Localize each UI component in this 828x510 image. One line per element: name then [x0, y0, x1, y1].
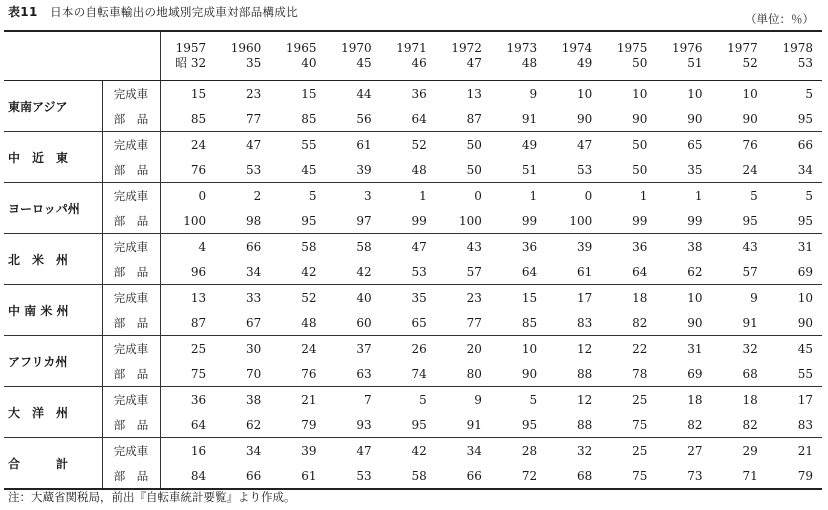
- value-cell: 95: [712, 208, 767, 234]
- year-label: 1978: [782, 41, 813, 55]
- value-cell: 32: [742, 341, 758, 356]
- year-label: 1972: [451, 41, 482, 55]
- region-name: 中 南 米 州: [8, 303, 69, 318]
- source-note: 注：大蔵省関税局，前出『自転車統計要覧』より作成。: [8, 490, 296, 504]
- value-cell: 93: [325, 412, 380, 438]
- parts-label: 部 品: [102, 412, 160, 438]
- value-cell: 65: [381, 310, 436, 336]
- value-cell: 18: [632, 290, 648, 305]
- value-cell: 24: [301, 341, 317, 356]
- value-cell: 43: [466, 239, 482, 254]
- year-header: [767, 31, 822, 81]
- year-header: [325, 31, 380, 81]
- table-row: [4, 285, 822, 311]
- value-cell: 78: [601, 361, 656, 387]
- era-label: 50: [632, 56, 648, 70]
- value-cell: 10: [687, 86, 703, 101]
- value-cell: 12: [576, 341, 593, 356]
- value-cell: 85: [270, 106, 325, 132]
- region-cell: [4, 387, 102, 438]
- year-header: [270, 31, 325, 81]
- value-cell: 64: [491, 259, 546, 285]
- year-label: 1970: [341, 41, 372, 55]
- value-cell: 48: [270, 310, 325, 336]
- value-cell: 27: [687, 443, 703, 458]
- table-row: [4, 259, 822, 285]
- value-cell: 9: [750, 290, 758, 305]
- table-row: [4, 336, 822, 362]
- region-name: ヨーロッパ州: [8, 201, 80, 216]
- export-ratio-table: [4, 30, 822, 490]
- region-name: 大 洋 州: [8, 405, 69, 420]
- value-cell: 13: [190, 290, 207, 305]
- value-cell: 75: [601, 412, 656, 438]
- value-cell: 50: [601, 157, 656, 183]
- value-cell: 88: [546, 412, 601, 438]
- era-label: 52: [742, 56, 758, 70]
- value-cell: 21: [797, 443, 813, 458]
- value-cell: 100: [546, 208, 601, 234]
- value-cell: 10: [576, 86, 593, 101]
- value-cell: 61: [356, 137, 372, 152]
- value-cell: 47: [411, 239, 427, 254]
- value-cell: 82: [712, 412, 767, 438]
- table-row: [4, 106, 822, 132]
- value-cell: 69: [767, 259, 822, 285]
- value-cell: 10: [742, 86, 758, 101]
- value-cell: 5: [805, 188, 813, 203]
- era-label: 40: [301, 56, 317, 70]
- parts-label: 部 品: [102, 361, 160, 387]
- year-header: [546, 31, 601, 81]
- region-cell: [4, 183, 102, 234]
- era-label: 51: [687, 56, 703, 70]
- value-cell: 90: [712, 106, 767, 132]
- year-header: [656, 31, 711, 81]
- value-cell: 90: [491, 361, 546, 387]
- table-row: [4, 208, 822, 234]
- value-cell: 9: [529, 86, 538, 101]
- value-cell: 99: [381, 208, 436, 234]
- year-label: 1957: [175, 41, 207, 55]
- value-cell: 42: [270, 259, 325, 285]
- value-cell: 77: [436, 310, 491, 336]
- value-cell: 39: [325, 157, 380, 183]
- value-cell: 1: [419, 188, 427, 203]
- value-cell: 75: [601, 463, 656, 489]
- era-label: 47: [466, 56, 482, 70]
- value-cell: 18: [742, 392, 758, 407]
- value-cell: 15: [190, 86, 207, 101]
- era-label: 45: [356, 56, 372, 70]
- header-corner: [4, 31, 160, 81]
- value-cell: 36: [521, 239, 538, 254]
- value-cell: 10: [632, 86, 648, 101]
- value-cell: 87: [436, 106, 491, 132]
- complete-bike-label: 完成車: [102, 387, 160, 413]
- era-label: 46: [411, 56, 427, 70]
- value-cell: 75: [160, 361, 215, 387]
- region-cell: [4, 336, 102, 387]
- value-cell: 95: [381, 412, 436, 438]
- value-cell: 5: [750, 188, 758, 203]
- year-label: 1977: [727, 41, 758, 55]
- value-cell: 9: [474, 392, 482, 407]
- value-cell: 79: [767, 463, 822, 489]
- value-cell: 100: [436, 208, 491, 234]
- value-cell: 53: [215, 157, 270, 183]
- value-cell: 100: [160, 208, 215, 234]
- value-cell: 83: [546, 310, 601, 336]
- value-cell: 1: [639, 188, 648, 203]
- value-cell: 95: [491, 412, 546, 438]
- table-row: [4, 463, 822, 489]
- value-cell: 31: [797, 239, 813, 254]
- value-cell: 42: [411, 443, 427, 458]
- value-cell: 39: [576, 239, 593, 254]
- year-label: 1965: [285, 41, 317, 55]
- value-cell: 15: [521, 290, 538, 305]
- value-cell: 25: [190, 341, 207, 356]
- value-cell: 50: [632, 137, 648, 152]
- complete-bike-label: 完成車: [102, 438, 160, 464]
- value-cell: 97: [325, 208, 380, 234]
- value-cell: 95: [767, 106, 822, 132]
- value-cell: 34: [466, 443, 482, 458]
- table-caption: [8, 3, 298, 20]
- complete-bike-label: 完成車: [102, 234, 160, 260]
- value-cell: 21: [301, 392, 317, 407]
- value-cell: 77: [215, 106, 270, 132]
- value-cell: 32: [576, 443, 593, 458]
- era-label: 昭 32: [175, 56, 207, 70]
- region-cell: [4, 285, 102, 336]
- value-cell: 34: [215, 259, 270, 285]
- value-cell: 57: [436, 259, 491, 285]
- table-row: [4, 361, 822, 387]
- value-cell: 72: [491, 463, 546, 489]
- value-cell: 10: [521, 341, 538, 356]
- year-label: 1960: [230, 41, 262, 55]
- value-cell: 17: [576, 290, 593, 305]
- era-label: 53: [797, 56, 813, 70]
- value-cell: 70: [215, 361, 270, 387]
- value-cell: 24: [190, 137, 207, 152]
- year-label: 1975: [616, 41, 648, 55]
- value-cell: 61: [270, 463, 325, 489]
- value-cell: 64: [601, 259, 656, 285]
- year-label: 1976: [672, 41, 703, 55]
- value-cell: 67: [215, 310, 270, 336]
- value-cell: 18: [687, 392, 703, 407]
- parts-label: 部 品: [102, 310, 160, 336]
- value-cell: 49: [521, 137, 538, 152]
- region-name: 東南アジア: [8, 99, 68, 114]
- value-cell: 35: [656, 157, 711, 183]
- value-cell: 90: [601, 106, 656, 132]
- value-cell: 91: [491, 106, 546, 132]
- value-cell: 53: [381, 259, 436, 285]
- value-cell: 50: [436, 157, 491, 183]
- value-cell: 55: [301, 137, 317, 152]
- value-cell: 10: [797, 290, 813, 305]
- region-name: 中 近 東: [8, 150, 69, 165]
- value-cell: 0: [198, 188, 207, 203]
- value-cell: 76: [160, 157, 215, 183]
- table-row: [4, 183, 822, 209]
- year-header: [601, 31, 656, 81]
- value-cell: 2: [253, 188, 262, 203]
- value-cell: 62: [656, 259, 711, 285]
- value-cell: 35: [411, 290, 427, 305]
- year-header: [712, 31, 767, 81]
- value-cell: 87: [160, 310, 215, 336]
- year-header: [436, 31, 491, 81]
- value-cell: 38: [246, 392, 262, 407]
- value-cell: 45: [797, 341, 813, 356]
- value-cell: 28: [521, 443, 538, 458]
- value-cell: 64: [160, 412, 215, 438]
- value-cell: 58: [356, 239, 372, 254]
- value-cell: 1: [529, 188, 538, 203]
- value-cell: 95: [270, 208, 325, 234]
- year-header: [381, 31, 436, 81]
- value-cell: 23: [246, 86, 262, 101]
- value-cell: 15: [301, 86, 317, 101]
- era-label: 48: [521, 56, 538, 70]
- year-label: 1974: [561, 41, 593, 55]
- value-cell: 68: [546, 463, 601, 489]
- value-cell: 31: [687, 341, 703, 356]
- table-number: 表11: [8, 5, 38, 19]
- value-cell: 76: [270, 361, 325, 387]
- value-cell: 80: [436, 361, 491, 387]
- value-cell: 37: [356, 341, 372, 356]
- value-cell: 90: [656, 310, 711, 336]
- value-cell: 42: [325, 259, 380, 285]
- table-row: [4, 412, 822, 438]
- value-cell: 13: [466, 86, 482, 101]
- value-cell: 34: [246, 443, 262, 458]
- value-cell: 36: [411, 86, 427, 101]
- value-cell: 10: [687, 290, 703, 305]
- value-cell: 33: [246, 290, 262, 305]
- value-cell: 29: [742, 443, 758, 458]
- parts-label: 部 品: [102, 208, 160, 234]
- value-cell: 99: [601, 208, 656, 234]
- complete-bike-label: 完成車: [102, 183, 160, 209]
- value-cell: 36: [190, 392, 207, 407]
- value-cell: 63: [325, 361, 380, 387]
- year-label: 1971: [396, 41, 427, 55]
- value-cell: 69: [656, 361, 711, 387]
- value-cell: 76: [742, 137, 758, 152]
- value-cell: 68: [712, 361, 767, 387]
- value-cell: 66: [797, 137, 813, 152]
- year-header: [160, 31, 215, 81]
- value-cell: 17: [797, 392, 813, 407]
- value-cell: 22: [632, 341, 648, 356]
- value-cell: 48: [381, 157, 436, 183]
- value-cell: 45: [270, 157, 325, 183]
- value-cell: 64: [381, 106, 436, 132]
- value-cell: 53: [325, 463, 380, 489]
- value-cell: 73: [656, 463, 711, 489]
- value-cell: 47: [246, 137, 262, 152]
- value-cell: 23: [466, 290, 482, 305]
- value-cell: 90: [767, 310, 822, 336]
- value-cell: 51: [491, 157, 546, 183]
- value-cell: 56: [325, 106, 380, 132]
- value-cell: 47: [576, 137, 593, 152]
- region-cell: [4, 132, 102, 183]
- value-cell: 40: [356, 290, 372, 305]
- value-cell: 66: [436, 463, 491, 489]
- table-row: [4, 438, 822, 464]
- value-cell: 5: [529, 392, 538, 407]
- complete-bike-label: 完成車: [102, 81, 160, 107]
- value-cell: 5: [419, 392, 427, 407]
- value-cell: 36: [632, 239, 648, 254]
- value-cell: 5: [805, 86, 813, 101]
- value-cell: 91: [436, 412, 491, 438]
- value-cell: 91: [712, 310, 767, 336]
- value-cell: 25: [632, 392, 648, 407]
- region-name: 北 米 州: [8, 252, 69, 267]
- region-cell: [4, 81, 102, 132]
- table-row: [4, 132, 822, 158]
- unit-label: （単位：％）: [745, 12, 814, 26]
- year-label: 1973: [506, 41, 538, 55]
- table-row: [4, 157, 822, 183]
- value-cell: 60: [325, 310, 380, 336]
- value-cell: 44: [356, 86, 372, 101]
- value-cell: 47: [356, 443, 372, 458]
- value-cell: 88: [546, 361, 601, 387]
- value-cell: 61: [546, 259, 601, 285]
- value-cell: 0: [584, 188, 593, 203]
- value-cell: 90: [656, 106, 711, 132]
- value-cell: 62: [215, 412, 270, 438]
- region-name: アフリカ州: [8, 354, 68, 369]
- value-cell: 79: [270, 412, 325, 438]
- complete-bike-label: 完成車: [102, 336, 160, 362]
- table-row: [4, 81, 822, 107]
- header-row: [4, 31, 822, 81]
- era-label: 49: [576, 56, 593, 70]
- parts-label: 部 品: [102, 463, 160, 489]
- value-cell: 34: [767, 157, 822, 183]
- value-cell: 66: [246, 239, 262, 254]
- value-cell: 58: [301, 239, 317, 254]
- parts-label: 部 品: [102, 106, 160, 132]
- value-cell: 53: [546, 157, 601, 183]
- value-cell: 39: [301, 443, 317, 458]
- value-cell: 55: [767, 361, 822, 387]
- value-cell: 96: [160, 259, 215, 285]
- table-row: [4, 387, 822, 413]
- value-cell: 85: [491, 310, 546, 336]
- value-cell: 99: [656, 208, 711, 234]
- value-cell: 74: [381, 361, 436, 387]
- value-cell: 95: [767, 208, 822, 234]
- value-cell: 85: [160, 106, 215, 132]
- era-label: 35: [246, 56, 262, 70]
- value-cell: 20: [466, 341, 482, 356]
- value-cell: 57: [712, 259, 767, 285]
- value-cell: 7: [363, 392, 372, 407]
- value-cell: 12: [576, 392, 593, 407]
- value-cell: 82: [601, 310, 656, 336]
- parts-label: 部 品: [102, 157, 160, 183]
- value-cell: 0: [474, 188, 482, 203]
- region-cell: [4, 234, 102, 285]
- value-cell: 65: [687, 137, 703, 152]
- value-cell: 99: [491, 208, 546, 234]
- value-cell: 16: [190, 443, 207, 458]
- value-cell: 24: [712, 157, 767, 183]
- value-cell: 90: [546, 106, 601, 132]
- value-cell: 1: [694, 188, 703, 203]
- value-cell: 38: [687, 239, 703, 254]
- year-header: [215, 31, 270, 81]
- value-cell: 98: [215, 208, 270, 234]
- year-header: [491, 31, 546, 81]
- complete-bike-label: 完成車: [102, 285, 160, 311]
- value-cell: 3: [363, 188, 372, 203]
- value-cell: 52: [411, 137, 427, 152]
- value-cell: 52: [301, 290, 317, 305]
- value-cell: 71: [712, 463, 767, 489]
- parts-label: 部 品: [102, 259, 160, 285]
- value-cell: 84: [160, 463, 215, 489]
- table-row: [4, 310, 822, 336]
- value-cell: 83: [767, 412, 822, 438]
- value-cell: 50: [466, 137, 482, 152]
- value-cell: 66: [215, 463, 270, 489]
- table-row: [4, 234, 822, 260]
- value-cell: 5: [308, 188, 317, 203]
- value-cell: 26: [411, 341, 427, 356]
- value-cell: 82: [656, 412, 711, 438]
- value-cell: 25: [632, 443, 648, 458]
- value-cell: 30: [246, 341, 262, 356]
- value-cell: 58: [381, 463, 436, 489]
- complete-bike-label: 完成車: [102, 132, 160, 158]
- table-title: 日本の自転車輸出の地域別完成車対部品構成比: [50, 5, 298, 19]
- value-cell: 4: [198, 239, 207, 254]
- value-cell: 43: [742, 239, 758, 254]
- region-name: 合 計: [8, 456, 69, 471]
- region-cell: [4, 438, 102, 490]
